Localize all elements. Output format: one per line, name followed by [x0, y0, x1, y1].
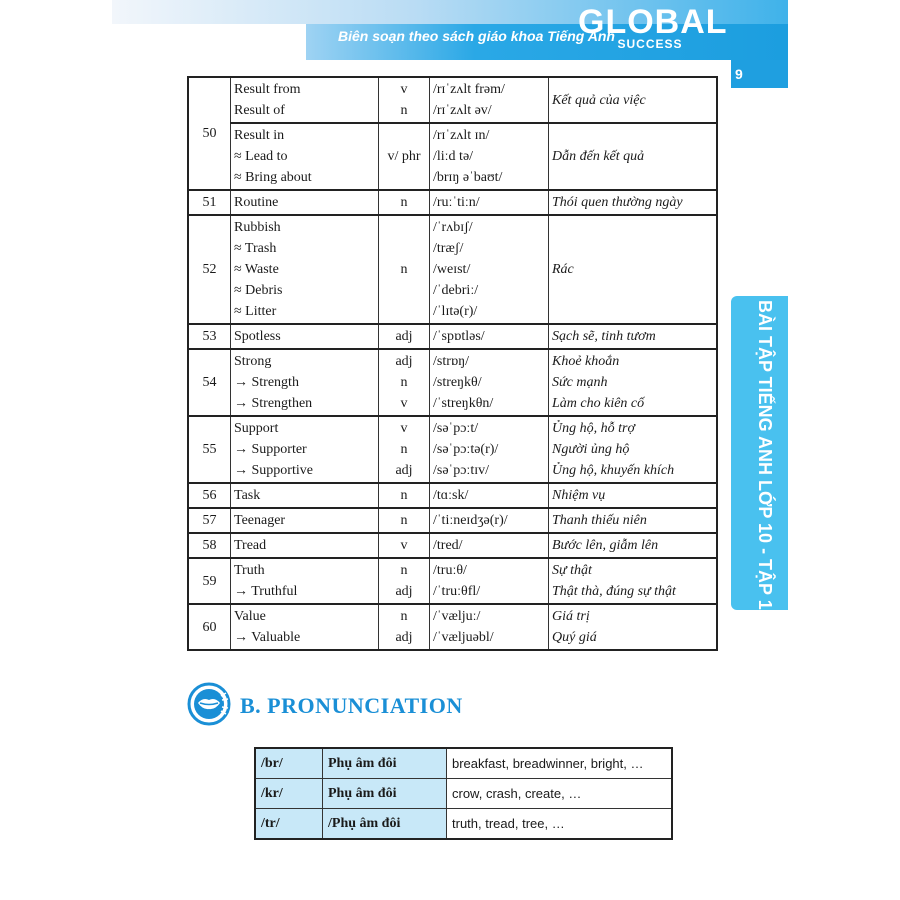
phonetic-cell	[430, 416, 549, 483]
vocab-type: v/ phr	[387, 149, 421, 164]
vocab-word: → Strength	[234, 375, 299, 390]
table-row	[188, 533, 717, 558]
logo-main-text: GLOBAL	[578, 3, 728, 41]
row-number	[188, 190, 231, 215]
pronunciation-row	[255, 779, 672, 809]
vocab-phonetic: /səˈpɔːt/	[433, 421, 479, 436]
vocab-meaning: Kết quả của việc	[552, 92, 646, 108]
pronunciation-row	[255, 748, 672, 779]
table-row	[188, 558, 717, 604]
vocab-type: n	[400, 609, 408, 624]
vocab-type: n	[400, 375, 408, 390]
meaning-cell	[549, 416, 718, 483]
table-row	[188, 123, 717, 190]
word-type-cell	[379, 324, 430, 349]
vocab-type: v	[400, 421, 408, 436]
vocab-word: ≈ Litter	[234, 304, 277, 319]
row-number-text: 55	[202, 442, 217, 457]
word-type-cell	[379, 349, 430, 416]
phonetic-cell	[430, 533, 549, 558]
vocab-type	[382, 238, 426, 259]
vocab-phonetic: /ˈrʌbɪʃ/	[433, 220, 473, 235]
row-number-text: 57	[202, 513, 217, 528]
pronunciation-row	[255, 809, 672, 840]
vocab-type: n	[400, 513, 408, 528]
row-number	[188, 77, 231, 190]
sound-kind-cell: /Phụ âm đôi	[323, 809, 447, 840]
vocab-word: Rubbish	[234, 220, 281, 235]
row-number-text: 56	[202, 488, 217, 503]
examples-cell: breakfast, breadwinner, bright, …	[447, 748, 673, 779]
side-tab-label: BÀI TẬP TIẾNG ANH LỚP 10 - TẬP 1	[755, 300, 775, 610]
sound-kind-cell: Phụ âm đôi	[323, 779, 447, 809]
vocab-type: adj	[395, 584, 413, 599]
table-row	[188, 324, 717, 349]
vocab-phonetic: /ˈlɪtə(r)/	[433, 304, 478, 319]
row-number	[188, 349, 231, 416]
word-cell	[231, 533, 379, 558]
word-cell	[231, 324, 379, 349]
phonetic-cell	[430, 604, 549, 650]
vocab-meaning: Thanh thiếu niên	[552, 513, 647, 528]
vocab-type: n	[400, 563, 408, 578]
vocab-meaning: Quý giá	[552, 630, 597, 645]
meaning-cell	[549, 190, 718, 215]
vocab-meaning: Ủng hộ, khuyến khích	[552, 463, 675, 478]
row-number-text: 60	[202, 619, 217, 635]
vocab-phonetic: /ˈvæljuː/	[433, 609, 481, 624]
word-type-cell	[379, 558, 430, 604]
vocab-type	[382, 167, 426, 188]
vocab-phonetic: /strɒŋ/	[433, 354, 470, 369]
word-cell	[231, 123, 379, 190]
vocab-word: Result of	[234, 103, 285, 118]
vocab-meaning: Thật thà, đúng sự thật	[552, 584, 676, 599]
row-number	[188, 416, 231, 483]
table-row	[188, 508, 717, 533]
row-number-text: 58	[202, 538, 217, 553]
table-row	[188, 77, 717, 123]
row-number	[188, 558, 231, 604]
vocab-word: → Supporter	[234, 442, 307, 457]
vocab-word: → Valuable	[234, 630, 301, 645]
meaning-cell	[549, 324, 718, 349]
vocab-type: n	[400, 262, 408, 277]
meaning-cell	[549, 604, 718, 650]
vocab-phonetic: /rɪˈzʌlt frəm/	[433, 82, 505, 97]
row-number	[188, 508, 231, 533]
vocab-type: n	[400, 195, 408, 210]
meaning-cell	[549, 77, 718, 123]
phonetic-cell	[430, 77, 549, 123]
vocab-phonetic: /træʃ/	[433, 241, 464, 256]
vocab-word: ≈ Lead to	[234, 149, 288, 164]
vocab-word: Support	[234, 421, 279, 436]
sound-cell: /kr/	[255, 779, 323, 809]
word-type-cell	[379, 123, 430, 190]
vocab-type	[382, 301, 426, 322]
vocab-meaning: Sự thật	[552, 563, 592, 578]
word-cell	[231, 416, 379, 483]
vocab-phonetic: /rɪˈzʌlt əv/	[433, 103, 492, 118]
vocab-word: Tread	[234, 538, 267, 553]
table-row	[188, 190, 717, 215]
vocab-word: ≈ Debris	[234, 283, 283, 298]
vocab-type: v	[400, 538, 408, 553]
table-row	[188, 349, 717, 416]
vocab-word: Value	[234, 609, 266, 624]
word-type-cell	[379, 533, 430, 558]
vocab-phonetic: /streŋkθ/	[433, 375, 482, 390]
vocab-word: → Supportive	[234, 463, 313, 478]
word-cell	[231, 77, 379, 123]
vocab-phonetic: /brɪŋ əˈbaʊt/	[433, 170, 503, 185]
vocab-phonetic: /ˈtruːθfl/	[433, 584, 481, 599]
vocab-type: adj	[395, 329, 413, 344]
vocab-type: adj	[395, 354, 413, 369]
phonetic-cell	[430, 508, 549, 533]
meaning-cell	[549, 508, 718, 533]
vocab-word: Task	[234, 488, 261, 503]
sound-cell: /tr/	[255, 809, 323, 840]
vocab-phonetic: /tred/	[433, 538, 463, 553]
word-cell	[231, 558, 379, 604]
vocab-type	[382, 280, 426, 301]
row-number	[188, 324, 231, 349]
word-type-cell	[379, 215, 430, 324]
phonetic-cell	[430, 483, 549, 508]
word-type-cell	[379, 190, 430, 215]
sound-kind-cell: Phụ âm đôi	[323, 748, 447, 779]
word-type-cell	[379, 483, 430, 508]
meaning-cell	[549, 533, 718, 558]
side-tab	[731, 296, 788, 610]
sound-cell: /br/	[255, 748, 323, 779]
vocab-phonetic: /ruːˈtiːn/	[433, 195, 480, 210]
vocab-meaning: Người ủng hộ	[552, 442, 630, 457]
vocab-word: Routine	[234, 195, 279, 210]
header-subtitle: Biên soạn theo sách giáo khoa Tiếng Anh	[338, 28, 615, 44]
vocab-word: → Truthful	[234, 584, 298, 599]
vocab-word: Result in	[234, 128, 285, 143]
row-number-text: 51	[202, 195, 217, 210]
word-cell	[231, 215, 379, 324]
word-type-cell	[379, 604, 430, 650]
vocab-meaning: Sức mạnh	[552, 375, 608, 390]
vocab-meaning: Khoẻ khoắn	[552, 354, 620, 369]
meaning-cell	[549, 123, 718, 190]
phonetic-cell	[430, 123, 549, 190]
row-number	[188, 483, 231, 508]
vocab-phonetic: /truːθ/	[433, 563, 467, 578]
examples-cell: crow, crash, create, …	[447, 779, 673, 809]
meaning-cell	[549, 349, 718, 416]
vocab-phonetic: /səˈpɔːtɪv/	[433, 463, 489, 478]
page-number: 9	[731, 60, 788, 88]
pronunciation-table	[254, 747, 673, 840]
word-cell	[231, 349, 379, 416]
vocab-word: ≈ Trash	[234, 241, 277, 256]
vocab-phonetic: /liːd tə/	[433, 149, 474, 164]
vocabulary-table	[187, 76, 718, 651]
table-row	[188, 604, 717, 650]
vocab-type: v	[400, 82, 408, 97]
vocab-meaning: Ủng hộ, hỗ trợ	[552, 421, 635, 436]
section-title: B. PRONUNCIATION	[240, 693, 463, 718]
logo-sub-text: SUCCESS	[617, 37, 683, 51]
vocab-type: n	[400, 103, 408, 118]
word-cell	[231, 508, 379, 533]
vocab-word: ≈ Bring about	[234, 170, 312, 185]
vocab-word: Spotless	[234, 329, 281, 344]
vocab-meaning: Bước lên, giẫm lên	[552, 538, 659, 553]
phonetic-cell	[430, 324, 549, 349]
vocab-meaning: Dẫn đến kết quả	[552, 149, 645, 164]
vocab-word: Strong	[234, 354, 272, 369]
row-number	[188, 215, 231, 324]
vocab-type: adj	[395, 630, 413, 645]
global-success-logo	[578, 3, 728, 51]
vocab-meaning: Nhiệm vụ	[552, 488, 606, 503]
vocab-meaning: Rác	[552, 262, 574, 277]
vocab-word: Teenager	[234, 513, 286, 528]
vocab-type: v	[400, 396, 408, 411]
vocab-phonetic: /weɪst/	[433, 262, 471, 277]
row-number-text: 53	[202, 329, 217, 344]
row-number	[188, 533, 231, 558]
table-row	[188, 416, 717, 483]
vocab-phonetic: /ˈdebriː/	[433, 283, 479, 298]
vocab-word: Result from	[234, 82, 301, 97]
phonetic-cell	[430, 215, 549, 324]
row-number-text: 59	[202, 573, 217, 589]
word-cell	[231, 483, 379, 508]
vocab-type: n	[400, 488, 408, 503]
word-type-cell	[379, 77, 430, 123]
vocab-meaning: Giá trị	[552, 609, 590, 624]
vocab-type	[382, 125, 426, 146]
vocab-phonetic: /ˈspɒtləs/	[433, 329, 485, 344]
vocab-phonetic: /səˈpɔːtə(r)/	[433, 442, 499, 457]
word-cell	[231, 190, 379, 215]
vocab-phonetic: /tɑːsk/	[433, 488, 469, 503]
vocab-word: → Strengthen	[234, 396, 313, 411]
phonetic-cell	[430, 190, 549, 215]
vocab-phonetic: /ˈstreŋkθn/	[433, 396, 494, 411]
vocab-phonetic: /rɪˈzʌlt ɪn/	[433, 128, 490, 143]
meaning-cell	[549, 558, 718, 604]
meaning-cell	[549, 215, 718, 324]
vocab-word: ≈ Waste	[234, 262, 279, 277]
vocab-word: Truth	[234, 563, 265, 578]
vocab-meaning: Làm cho kiên cố	[552, 396, 645, 411]
vocab-phonetic: /ˈvæljuəbl/	[433, 630, 494, 645]
vocab-type	[382, 217, 426, 238]
row-number-text: 50	[202, 126, 217, 141]
vocab-type: adj	[395, 463, 413, 478]
row-number	[188, 604, 231, 650]
vocab-phonetic: /ˈtiːneɪdʒə(r)/	[433, 513, 508, 528]
table-row	[188, 483, 717, 508]
lips-sound-icon	[187, 682, 231, 726]
row-number-text: 54	[202, 375, 217, 390]
vocab-type: n	[400, 442, 408, 457]
vocab-meaning: Sạch sẽ, tinh tươm	[552, 329, 656, 344]
word-cell	[231, 604, 379, 650]
word-type-cell	[379, 416, 430, 483]
word-type-cell	[379, 508, 430, 533]
phonetic-cell	[430, 349, 549, 416]
phonetic-cell	[430, 558, 549, 604]
examples-cell: truth, tread, tree, …	[447, 809, 673, 840]
vocab-meaning: Thói quen thường ngày	[552, 195, 683, 210]
table-row	[188, 215, 717, 324]
meaning-cell	[549, 483, 718, 508]
row-number-text: 52	[202, 262, 217, 277]
